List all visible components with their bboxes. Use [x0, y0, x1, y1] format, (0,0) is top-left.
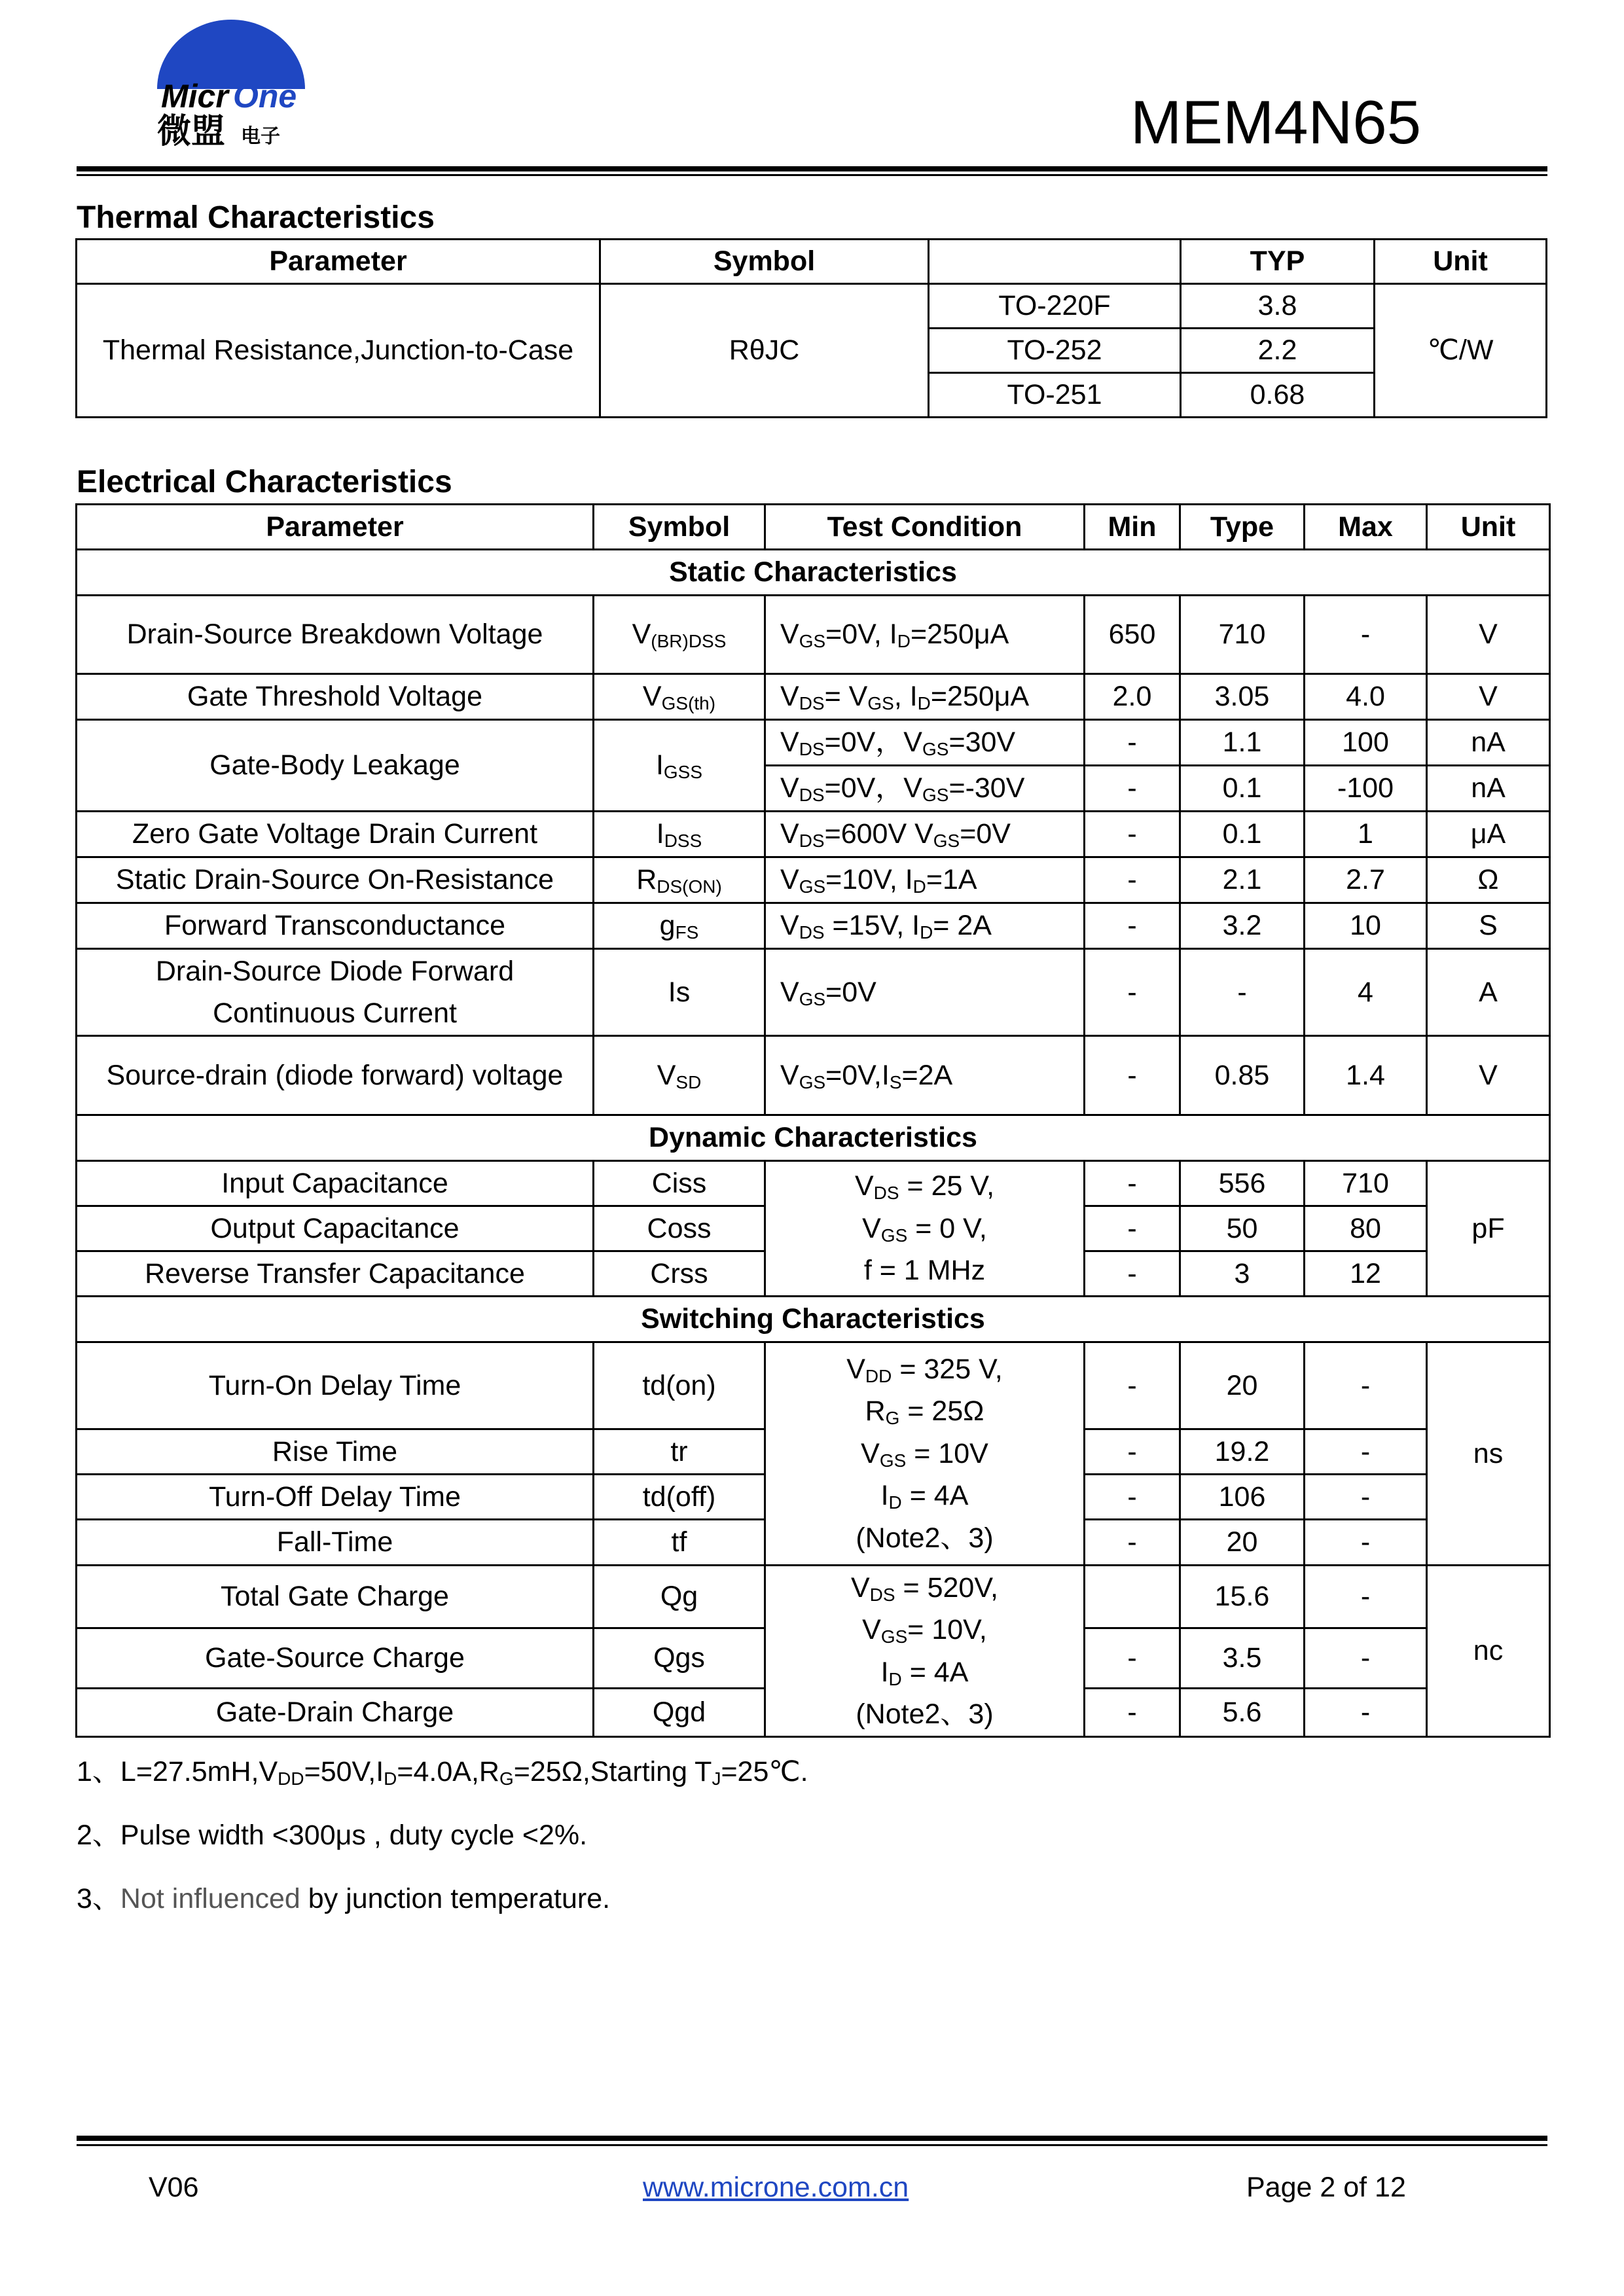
param-cell: Source-drain (diode forward) voltage — [77, 1036, 594, 1115]
param-cell: Gate-Drain Charge — [77, 1689, 594, 1737]
footer-rule-thick — [77, 2136, 1547, 2141]
typ-cell: 19.2 — [1180, 1429, 1305, 1475]
footer-website-link[interactable]: www.microne.com.cn — [643, 2172, 909, 2203]
unit-cell: nA — [1427, 720, 1550, 766]
min-cell: - — [1085, 1628, 1180, 1689]
min-cell: - — [1085, 1251, 1180, 1297]
param-cell: Drain-Source Diode Forward Continuous Current — [77, 949, 594, 1036]
param-cell: Gate Threshold Voltage — [77, 674, 594, 720]
param-cell: Fall-Time — [77, 1520, 594, 1566]
thermal-header-symbol: Symbol — [600, 240, 929, 284]
thermal-header-typ: TYP — [1181, 240, 1375, 284]
condition-cell: $V_{DS}=600V$ $V_{GS}=0V$ — [765, 812, 1085, 857]
typ-cell: 0.85 — [1180, 1036, 1305, 1115]
condition-cell: $V_{GS}=0V,I_S=2A$ — [765, 1036, 1085, 1115]
dynamic-condition-cell: $V_{DS} = 25$ V, $V_{GS} = 0$ V, f = 1 MHz — [765, 1161, 1085, 1297]
min-cell: - — [1085, 1206, 1180, 1251]
condition-cell: $V_{GS}=0V$, $I_D=250\mu A$ — [765, 596, 1085, 674]
condition-cell: $V_{DS}=0V$，$V_{GS}=30V$ — [765, 720, 1085, 766]
param-cell: Gate-Body Leakage — [77, 720, 594, 812]
unit-cell: V — [1427, 596, 1550, 674]
min-cell: - — [1085, 1689, 1180, 1737]
elec-header-max: Max — [1305, 505, 1427, 550]
thermal-header-package — [929, 240, 1181, 284]
table-row — [77, 949, 1550, 1036]
unit-cell: Ω — [1427, 857, 1550, 903]
min-cell: - — [1085, 766, 1180, 812]
max-cell: 10 — [1305, 903, 1427, 949]
switching-characteristics-header: Switching Characteristics — [77, 1297, 1550, 1342]
table-row — [77, 812, 1550, 857]
note-3: 3、Not influenced by junction temperature. — [77, 1883, 611, 1914]
max-cell: - — [1305, 1566, 1427, 1628]
typ-cell: 556 — [1180, 1161, 1305, 1206]
param-cell: Turn-Off Delay Time — [77, 1475, 594, 1520]
table-row — [77, 1036, 1550, 1115]
electrical-table — [75, 503, 1551, 1738]
max-cell: 1.4 — [1305, 1036, 1427, 1115]
min-cell: - — [1085, 1342, 1180, 1429]
symbol-cell: tf — [594, 1520, 765, 1566]
svg-text:微盟: 微盟 — [157, 112, 226, 149]
max-cell: - — [1305, 1475, 1427, 1520]
typ-cell: - — [1180, 949, 1305, 1036]
condition-cell: $V_{GS}=0V$ — [765, 949, 1085, 1036]
typ-cell: 106 — [1180, 1475, 1305, 1520]
param-cell: Output Capacitance — [77, 1206, 594, 1251]
max-cell: 1 — [1305, 812, 1427, 857]
switching-unit-cell: ns — [1427, 1342, 1550, 1566]
param-cell: Static Drain-Source On-Resistance — [77, 857, 594, 903]
unit-cell: μA — [1427, 812, 1550, 857]
symbol-cell: $I_{GSS}$ — [594, 720, 765, 812]
symbol-cell: $V_{SD}$ — [594, 1036, 765, 1115]
symbol-cell: Is — [594, 949, 765, 1036]
table-row — [77, 1342, 1550, 1429]
switching-condition-cell: $V_{DD} = 325$ V, $R_G = 25\Omega$ $V_{GS} = 10V$ $I_D = 4A$ (Note2、3) — [765, 1342, 1085, 1566]
elec-header-min: Min — [1085, 505, 1180, 550]
max-cell: - — [1305, 596, 1427, 674]
max-cell: - — [1305, 1429, 1427, 1475]
elec-header-symbol: Symbol — [594, 505, 765, 550]
typ-cell: 15.6 — [1180, 1566, 1305, 1628]
thermal-typ: 2.2 — [1181, 329, 1375, 373]
thermal-typ: 3.8 — [1181, 284, 1375, 329]
symbol-cell: Qgs — [594, 1628, 765, 1689]
static-characteristics-header: Static Characteristics — [77, 550, 1550, 596]
footer-page-number: Page 2 of 12 — [1246, 2172, 1406, 2203]
min-cell: - — [1085, 949, 1180, 1036]
thermal-table — [75, 238, 1547, 418]
table-row — [77, 903, 1550, 949]
footer-rule-thin — [77, 2144, 1547, 2146]
dynamic-characteristics-header: Dynamic Characteristics — [77, 1115, 1550, 1161]
param-cell: Gate-Source Charge — [77, 1628, 594, 1689]
unit-cell: V — [1427, 1036, 1550, 1115]
param-cell: Drain-Source Breakdown Voltage — [77, 596, 594, 674]
gate-charge-condition-cell: $V_{DS} = 520V$, $V_{GS}= 10V$, $I_D = 4A$ (Note2、3) — [765, 1566, 1085, 1737]
typ-cell: 50 — [1180, 1206, 1305, 1251]
min-cell: - — [1085, 857, 1180, 903]
typ-cell: 20 — [1180, 1520, 1305, 1566]
min-cell: - — [1085, 1161, 1180, 1206]
thermal-header-unit: Unit — [1375, 240, 1547, 284]
thermal-package: TO-251 — [929, 373, 1181, 418]
min-cell: - — [1085, 812, 1180, 857]
typ-cell: 3.05 — [1180, 674, 1305, 720]
note-1: 1、$L=27.5mH,V_{DD}=50V,I_D=4.0A,R_G=25\Omega,Starting$ $T_J=25℃$. — [77, 1756, 808, 1789]
max-cell: 710 — [1305, 1161, 1427, 1206]
elec-header-test-condition: Test Condition — [765, 505, 1085, 550]
typ-cell: 0.1 — [1180, 766, 1305, 812]
param-cell: Reverse Transfer Capacitance — [77, 1251, 594, 1297]
typ-cell: 3.5 — [1180, 1628, 1305, 1689]
header-rule-thin — [77, 174, 1547, 176]
symbol-cell: tr — [594, 1429, 765, 1475]
typ-cell: 3.2 — [1180, 903, 1305, 949]
part-number-title: MEM4N65 — [1130, 88, 1421, 156]
thermal-section-title: Thermal Characteristics — [77, 200, 435, 235]
max-cell: 100 — [1305, 720, 1427, 766]
param-cell: Forward Transconductance — [77, 903, 594, 949]
elec-header-unit: Unit — [1427, 505, 1550, 550]
condition-cell: $V_{GS}=10V$, $I_D=1A$ — [765, 857, 1085, 903]
min-cell: 650 — [1085, 596, 1180, 674]
typ-cell: 1.1 — [1180, 720, 1305, 766]
min-cell: - — [1085, 1036, 1180, 1115]
symbol-cell: td(off) — [594, 1475, 765, 1520]
symbol-cell: $V_{(BR)DSS}$ — [594, 596, 765, 674]
max-cell: - — [1305, 1342, 1427, 1429]
elec-header-parameter: Parameter — [77, 505, 594, 550]
param-cell: Turn-On Delay Time — [77, 1342, 594, 1429]
table-row — [77, 857, 1550, 903]
svg-text:One: One — [233, 78, 297, 115]
max-cell: - — [1305, 1520, 1427, 1566]
table-row — [77, 1566, 1550, 1628]
max-cell: - — [1305, 1689, 1427, 1737]
typ-cell: 5.6 — [1180, 1689, 1305, 1737]
dynamic-unit-cell: pF — [1427, 1161, 1550, 1297]
param-cell: Input Capacitance — [77, 1161, 594, 1206]
table-row — [77, 720, 1550, 766]
gate-charge-unit-cell: nc — [1427, 1566, 1550, 1737]
unit-cell: A — [1427, 949, 1550, 1036]
max-cell: 2.7 — [1305, 857, 1427, 903]
thermal-symbol: RθJC — [600, 284, 929, 418]
typ-cell: 0.1 — [1180, 812, 1305, 857]
table-row — [77, 596, 1550, 674]
symbol-cell: Ciss — [594, 1161, 765, 1206]
micrOne-logo — [149, 12, 313, 149]
elec-header-type: Type — [1180, 505, 1305, 550]
max-cell: 4.0 — [1305, 674, 1427, 720]
thermal-header-parameter: Parameter — [77, 240, 600, 284]
symbol-cell: $g_{FS}$ — [594, 903, 765, 949]
thermal-parameter: Thermal Resistance,Junction-to-Case — [77, 284, 600, 418]
param-cell: Total Gate Charge — [77, 1566, 594, 1628]
thermal-typ: 0.68 — [1181, 373, 1375, 418]
note-2: 2、Pulse width <300μs , duty cycle <2%. — [77, 1820, 588, 1851]
min-cell: - — [1085, 1475, 1180, 1520]
unit-cell: S — [1427, 903, 1550, 949]
condition-cell: $V_{DS}=0V$，$V_{GS}=-30V$ — [765, 766, 1085, 812]
symbol-cell: Qgd — [594, 1689, 765, 1737]
electrical-section-title: Electrical Characteristics — [77, 465, 452, 499]
svg-text:电子: 电子 — [241, 125, 280, 148]
symbol-cell: Qg — [594, 1566, 765, 1628]
symbol-cell: Coss — [594, 1206, 765, 1251]
max-cell: -100 — [1305, 766, 1427, 812]
min-cell: - — [1085, 903, 1180, 949]
symbol-cell: $V_{GS(th)}$ — [594, 674, 765, 720]
thermal-unit: ℃/W — [1375, 284, 1547, 418]
max-cell: 80 — [1305, 1206, 1427, 1251]
typ-cell: 3 — [1180, 1251, 1305, 1297]
symbol-cell: $R_{DS(ON)}$ — [594, 857, 765, 903]
typ-cell: 2.1 — [1180, 857, 1305, 903]
min-cell — [1085, 1566, 1180, 1628]
condition-cell: $V_{DS} =15V$, $I_D= 2A$ — [765, 903, 1085, 949]
symbol-cell: $I_{DSS}$ — [594, 812, 765, 857]
min-cell: - — [1085, 1520, 1180, 1566]
unit-cell: nA — [1427, 766, 1550, 812]
typ-cell: 20 — [1180, 1342, 1305, 1429]
param-cell: Zero Gate Voltage Drain Current — [77, 812, 594, 857]
condition-cell: $V_{DS}= V_{GS}$, $I_D=250\mu A$ — [765, 674, 1085, 720]
table-row — [77, 1161, 1550, 1206]
min-cell: - — [1085, 720, 1180, 766]
symbol-cell: Crss — [594, 1251, 765, 1297]
typ-cell: 710 — [1180, 596, 1305, 674]
max-cell: 12 — [1305, 1251, 1427, 1297]
thermal-package: TO-252 — [929, 329, 1181, 373]
max-cell: 4 — [1305, 949, 1427, 1036]
svg-text:Micr: Micr — [161, 78, 228, 115]
thermal-package: TO-220F — [929, 284, 1181, 329]
min-cell: - — [1085, 1429, 1180, 1475]
max-cell: - — [1305, 1628, 1427, 1689]
unit-cell: V — [1427, 674, 1550, 720]
symbol-cell: td(on) — [594, 1342, 765, 1429]
min-cell: 2.0 — [1085, 674, 1180, 720]
header-rule-thick — [77, 166, 1547, 171]
param-cell: Rise Time — [77, 1429, 594, 1475]
table-row — [77, 674, 1550, 720]
footer-version: V06 — [149, 2172, 199, 2203]
